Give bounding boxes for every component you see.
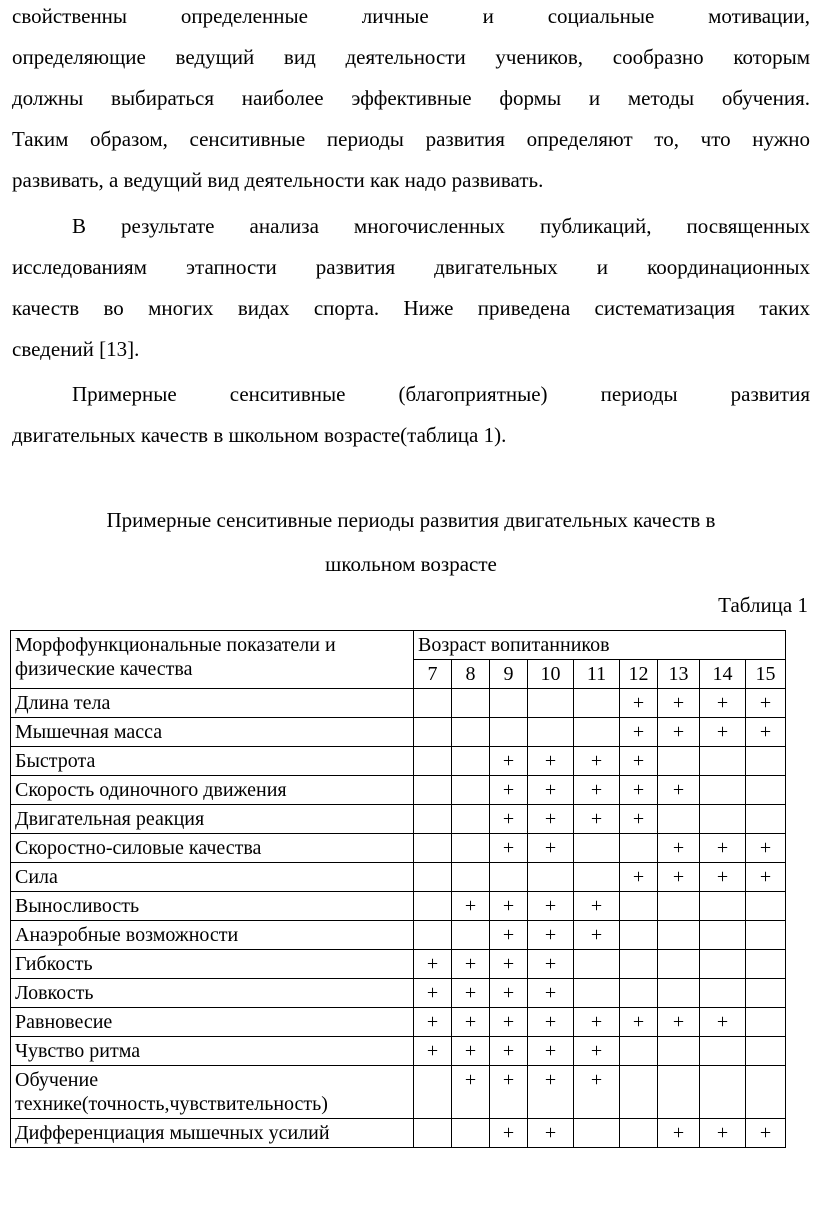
- mark-cell-age-11: +: [574, 1008, 620, 1037]
- mark-cell-age-13: [658, 979, 700, 1008]
- mark-cell-age-14: [700, 747, 746, 776]
- text-line: должны выбираться наиболее эффективные формы и методы обучения.: [12, 86, 810, 110]
- mark-cell-age-15: [746, 1037, 786, 1066]
- table-row: [11, 805, 786, 834]
- mark-cell-age-10: +: [528, 979, 574, 1008]
- mark-cell-age-15: +: [746, 834, 786, 863]
- mark-cell-age-9: [490, 863, 528, 892]
- mark-cell-age-11: [574, 834, 620, 863]
- text-line: определяющие ведущий вид деятельности учеников, сообразно которым: [12, 45, 810, 69]
- mark-cell-age-8: +: [452, 1037, 490, 1066]
- mark-cell-age-13: [658, 747, 700, 776]
- table-title-line-2: школьном возрасте: [325, 552, 497, 576]
- age-header-11: 11: [574, 660, 620, 689]
- mark-cell-age-10: +: [528, 892, 574, 921]
- age-header-12: 12: [620, 660, 658, 689]
- mark-cell-age-12: +: [620, 747, 658, 776]
- row-label: Равновесие: [11, 1008, 414, 1037]
- mark-cell-age-14: +: [700, 834, 746, 863]
- mark-cell-age-9: +: [490, 979, 528, 1008]
- text-line: Таким образом, сенситивные периоды развития определяют то, что нужно: [12, 127, 810, 151]
- table-row: [11, 747, 786, 776]
- mark-cell-age-7: [414, 689, 452, 718]
- mark-cell-age-15: [746, 950, 786, 979]
- table-row: [11, 689, 786, 718]
- text-line: сведений [13].: [12, 337, 140, 361]
- mark-cell-age-15: +: [746, 718, 786, 747]
- mark-cell-age-10: +: [528, 747, 574, 776]
- row-label: Обучение технике(точность,чувствительность): [11, 1066, 414, 1119]
- mark-cell-age-10: +: [528, 776, 574, 805]
- mark-cell-age-14: +: [700, 863, 746, 892]
- mark-cell-age-12: [620, 979, 658, 1008]
- mark-cell-age-15: +: [746, 689, 786, 718]
- row-label: Анаэробные возможности: [11, 921, 414, 950]
- mark-cell-age-9: +: [490, 1066, 528, 1119]
- text-line: В результате анализа многочисленных публикаций, посвященных: [72, 214, 810, 238]
- mark-cell-age-12: [620, 834, 658, 863]
- row-label: Дифференциация мышечных усилий: [11, 1119, 414, 1148]
- mark-cell-age-13: +: [658, 1008, 700, 1037]
- mark-cell-age-11: [574, 950, 620, 979]
- mark-cell-age-10: +: [528, 805, 574, 834]
- mark-cell-age-7: [414, 805, 452, 834]
- row-label: Мышечная масса: [11, 718, 414, 747]
- mark-cell-age-15: [746, 776, 786, 805]
- mark-cell-age-15: [746, 1066, 786, 1119]
- mark-cell-age-8: [452, 805, 490, 834]
- mark-cell-age-9: +: [490, 776, 528, 805]
- mark-cell-age-14: +: [700, 718, 746, 747]
- table-title-line-1: Примерные сенситивные периоды развития двигательных качеств в: [106, 508, 716, 532]
- table-row: [11, 863, 786, 892]
- row-label: Двигательная реакция: [11, 805, 414, 834]
- mark-cell-age-10: [528, 689, 574, 718]
- mark-cell-age-15: [746, 805, 786, 834]
- table-row: [11, 776, 786, 805]
- mark-cell-age-12: +: [620, 689, 658, 718]
- mark-cell-age-11: [574, 1119, 620, 1148]
- mark-cell-age-10: +: [528, 921, 574, 950]
- table-row: [11, 1037, 786, 1066]
- mark-cell-age-14: [700, 892, 746, 921]
- age-header-15: 15: [746, 660, 786, 689]
- mark-cell-age-7: [414, 834, 452, 863]
- mark-cell-age-15: [746, 1008, 786, 1037]
- mark-cell-age-8: [452, 718, 490, 747]
- mark-cell-age-11: +: [574, 921, 620, 950]
- mark-cell-age-12: +: [620, 1008, 658, 1037]
- mark-cell-age-13: [658, 1037, 700, 1066]
- paragraph-3: [12, 374, 810, 456]
- table-row: [11, 1066, 786, 1119]
- mark-cell-age-12: +: [620, 863, 658, 892]
- mark-cell-age-8: [452, 834, 490, 863]
- mark-cell-age-8: +: [452, 1066, 490, 1119]
- mark-cell-age-14: [700, 805, 746, 834]
- mark-cell-age-13: +: [658, 689, 700, 718]
- row-label: Скорость одиночного движения: [11, 776, 414, 805]
- mark-cell-age-10: +: [528, 1037, 574, 1066]
- mark-cell-age-14: [700, 921, 746, 950]
- mark-cell-age-12: [620, 1066, 658, 1119]
- mark-cell-age-14: [700, 1066, 746, 1119]
- mark-cell-age-7: [414, 921, 452, 950]
- mark-cell-age-13: [658, 950, 700, 979]
- mark-cell-age-12: +: [620, 718, 658, 747]
- mark-cell-age-12: +: [620, 776, 658, 805]
- mark-cell-age-7: [414, 1066, 452, 1119]
- mark-cell-age-9: +: [490, 1037, 528, 1066]
- text-line: двигательных качеств в школьном возрасте(таблица 1).: [12, 423, 507, 447]
- sensitive-periods-table: [10, 630, 786, 1148]
- mark-cell-age-8: [452, 1119, 490, 1148]
- text-line: качеств во многих видах спорта. Ниже приведена систематизация таких: [12, 296, 810, 320]
- row-label: Сила: [11, 863, 414, 892]
- mark-cell-age-11: [574, 718, 620, 747]
- mark-cell-age-8: +: [452, 892, 490, 921]
- mark-cell-age-10: +: [528, 950, 574, 979]
- paragraph-2: [12, 206, 810, 370]
- row-label: Быстрота: [11, 747, 414, 776]
- table-row: [11, 834, 786, 863]
- text-line: исследованиям этапности развития двигательных и координационных: [12, 255, 810, 279]
- table-row: [11, 950, 786, 979]
- row-label: Выносливость: [11, 892, 414, 921]
- mark-cell-age-13: [658, 921, 700, 950]
- mark-cell-age-7: +: [414, 979, 452, 1008]
- mark-cell-age-9: +: [490, 921, 528, 950]
- text-line: свойственны определенные личные и социальные мотивации,: [12, 4, 810, 28]
- mark-cell-age-8: [452, 863, 490, 892]
- table-header-row: [11, 631, 786, 660]
- mark-cell-age-7: [414, 863, 452, 892]
- mark-cell-age-12: [620, 892, 658, 921]
- mark-cell-age-11: +: [574, 747, 620, 776]
- mark-cell-age-9: +: [490, 1119, 528, 1148]
- mark-cell-age-15: +: [746, 863, 786, 892]
- mark-cell-age-7: +: [414, 950, 452, 979]
- mark-cell-age-9: +: [490, 747, 528, 776]
- mark-cell-age-15: [746, 921, 786, 950]
- mark-cell-age-11: +: [574, 776, 620, 805]
- mark-cell-age-9: +: [490, 805, 528, 834]
- mark-cell-age-9: +: [490, 834, 528, 863]
- mark-cell-age-10: [528, 863, 574, 892]
- mark-cell-age-7: [414, 747, 452, 776]
- text-line: Примерные сенситивные (благоприятные) периоды развития: [72, 382, 810, 406]
- row-label: Чувство ритма: [11, 1037, 414, 1066]
- mark-cell-age-7: [414, 776, 452, 805]
- mark-cell-age-15: [746, 979, 786, 1008]
- table-row: [11, 979, 786, 1008]
- mark-cell-age-14: [700, 776, 746, 805]
- mark-cell-age-13: +: [658, 1119, 700, 1148]
- mark-cell-age-7: [414, 1119, 452, 1148]
- age-header-9: 9: [490, 660, 528, 689]
- table-row: [11, 892, 786, 921]
- mark-cell-age-11: +: [574, 892, 620, 921]
- mark-cell-age-10: +: [528, 1066, 574, 1119]
- mark-cell-age-9: [490, 689, 528, 718]
- mark-cell-age-7: +: [414, 1037, 452, 1066]
- mark-cell-age-10: +: [528, 1119, 574, 1148]
- mark-cell-age-12: [620, 950, 658, 979]
- mark-cell-age-11: [574, 863, 620, 892]
- mark-cell-age-11: [574, 979, 620, 1008]
- age-header-14: 14: [700, 660, 746, 689]
- mark-cell-age-9: [490, 718, 528, 747]
- text-line: развивать, а ведущий вид деятельности как надо развивать.: [12, 168, 544, 192]
- mark-cell-age-12: [620, 1037, 658, 1066]
- mark-cell-age-8: +: [452, 1008, 490, 1037]
- mark-cell-age-15: +: [746, 1119, 786, 1148]
- mark-cell-age-10: +: [528, 834, 574, 863]
- mark-cell-age-15: [746, 747, 786, 776]
- table-number: Таблица 1: [718, 593, 808, 617]
- table-row: [11, 1008, 786, 1037]
- age-header-13: 13: [658, 660, 700, 689]
- mark-cell-age-13: +: [658, 863, 700, 892]
- age-header-7: 7: [414, 660, 452, 689]
- mark-cell-age-8: [452, 747, 490, 776]
- mark-cell-age-13: +: [658, 834, 700, 863]
- mark-cell-age-13: [658, 1066, 700, 1119]
- mark-cell-age-10: [528, 718, 574, 747]
- table-row: [11, 1119, 786, 1148]
- mark-cell-age-8: +: [452, 950, 490, 979]
- age-header-10: 10: [528, 660, 574, 689]
- paragraph-1: [12, 0, 810, 201]
- mark-cell-age-9: +: [490, 950, 528, 979]
- table-row: [11, 921, 786, 950]
- table-row: [11, 718, 786, 747]
- mark-cell-age-12: [620, 1119, 658, 1148]
- mark-cell-age-14: +: [700, 689, 746, 718]
- row-label: Длина тела: [11, 689, 414, 718]
- mark-cell-age-13: [658, 892, 700, 921]
- row-label: Ловкость: [11, 979, 414, 1008]
- mark-cell-age-14: [700, 1037, 746, 1066]
- mark-cell-age-8: +: [452, 979, 490, 1008]
- mark-cell-age-9: +: [490, 1008, 528, 1037]
- mark-cell-age-12: [620, 921, 658, 950]
- age-header-8: 8: [452, 660, 490, 689]
- mark-cell-age-8: [452, 776, 490, 805]
- mark-cell-age-12: +: [620, 805, 658, 834]
- row-label: Скоростно-силовые качества: [11, 834, 414, 863]
- mark-cell-age-11: +: [574, 1037, 620, 1066]
- mark-cell-age-13: +: [658, 776, 700, 805]
- mark-cell-age-7: +: [414, 1008, 452, 1037]
- mark-cell-age-7: [414, 718, 452, 747]
- mark-cell-age-13: +: [658, 718, 700, 747]
- mark-cell-age-14: +: [700, 1119, 746, 1148]
- mark-cell-age-15: [746, 892, 786, 921]
- mark-cell-age-9: +: [490, 892, 528, 921]
- mark-cell-age-11: +: [574, 805, 620, 834]
- mark-cell-age-14: [700, 950, 746, 979]
- mark-cell-age-11: [574, 689, 620, 718]
- header-indicator: Морфофункциональные показатели и физические качества: [11, 631, 414, 689]
- mark-cell-age-14: [700, 979, 746, 1008]
- mark-cell-age-10: +: [528, 1008, 574, 1037]
- table-title: [12, 498, 810, 586]
- mark-cell-age-8: [452, 689, 490, 718]
- mark-cell-age-11: +: [574, 1066, 620, 1119]
- mark-cell-age-7: [414, 892, 452, 921]
- mark-cell-age-14: +: [700, 1008, 746, 1037]
- mark-cell-age-8: [452, 921, 490, 950]
- mark-cell-age-13: [658, 805, 700, 834]
- row-label: Гибкость: [11, 950, 414, 979]
- header-age-group: Возраст вопитанников: [414, 631, 786, 660]
